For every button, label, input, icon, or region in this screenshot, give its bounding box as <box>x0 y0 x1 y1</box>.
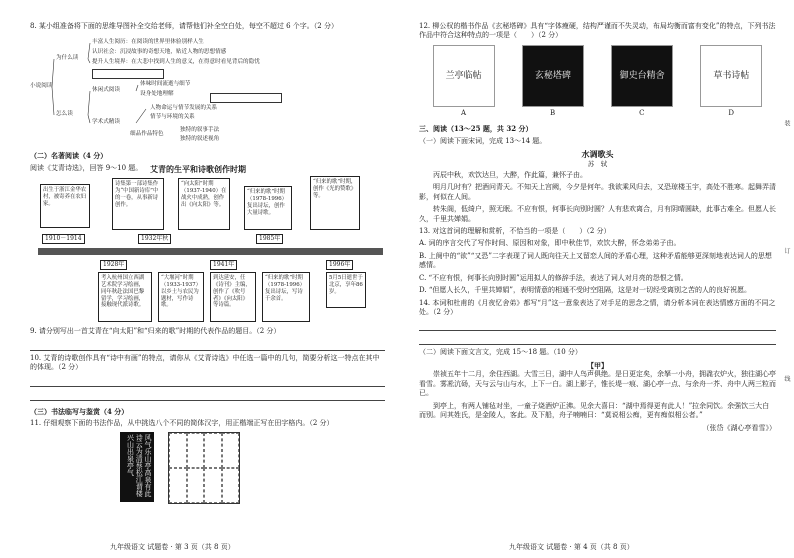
passage-source: （张岱《湖心亭看雪》） <box>702 423 776 432</box>
reading-section-heading: 三、阅读（13～25 题，共 32 分） <box>419 124 533 134</box>
classical-passage-1: 崇祯五年十二月，余住西湖。大雪三日，湖中人鸟声俱绝。是日更定矣，余拏一小舟，拥毳衣炉火，独往湖心亭看雪。雾凇沆砀，天与云与山与水，上下一白。湖上影子，惟长堤一痕、湖心亭一点、与余舟一芥、舟中人两三粒而已。 <box>419 370 776 398</box>
mindmap-academic-item-2: 情节与环境的关系 <box>150 114 195 121</box>
section-3-heading: （三）书法临写与鉴赏（4 分） <box>30 406 129 416</box>
timeline-bottom-box-1: 考入杭州国立西湖艺术院学习绘画，同年秋赴法国巴黎留学，学习绘画，接触现代派诗歌。 <box>98 272 152 322</box>
mindmap-academic-reading: 学术式精读 <box>92 119 120 126</box>
timeline-top-box-5: “归来的歌”时期，创作《光的赞歌》等。 <box>310 176 360 230</box>
calligraphy-sample: 风气乐山亭高泉有此诗云为清蔡松江谓楼兴山出泉亭气 <box>120 432 154 502</box>
answer-line-14b[interactable] <box>419 334 776 345</box>
question-11: 11. 仔细观察下面的书法作品，从中挑选八个不同的简体汉字，用正楷端正写在田字格内。（2 分） <box>30 419 334 428</box>
timeline-year-bottom-1: 1928年 <box>100 260 127 270</box>
poem-stanza-2: 转朱阁，低绮户，照无眠。不应有恨，何事长向别时圆？人有悲欢离合，月有阴晴圆缺，此事古难全。但愿人长久，千里共婵娟。 <box>419 205 776 223</box>
mindmap-branch-why: 为什么读 <box>56 55 79 62</box>
timeline-year-top-2: 1932年秋 <box>138 234 171 244</box>
mindmap-connectors <box>30 35 230 145</box>
mindmap-leisure-item-2: 设身处地理解 <box>140 91 174 98</box>
mindmap-features: 细品作品特色 <box>130 131 164 138</box>
label-d: D <box>728 108 734 117</box>
option-c-image[interactable]: 御史台精舍 <box>611 45 673 107</box>
question-10: 10. 艾青的诗歌创作具有“诗中有画”的特点，请你从《艾青诗选》中任选一篇中的几句，简要分析这一特点在其中的体现。（2 分） <box>30 353 380 372</box>
timeline-top-box-2: 诗集第一部诗集作为“中国新诗库”中的一卷，从事新诗创作。 <box>112 178 164 230</box>
section-2-heading: （二）名著阅读（4 分） <box>30 151 108 161</box>
question-13: 13. 对这首词的理解和赏析，不恰当的一项是（ ）（2 分） <box>419 226 611 235</box>
calligraphy-area <box>120 432 385 504</box>
classical-passage-2: 到亭上，有两人铺毡对坐，一童子烧酒炉正沸。见余大喜曰：“湖中焉得更有此人！”拉余同饮。余强饮三大白而别。问其姓氏，是金陵人，客此。及下船，舟子喃喃曰：“莫说相公痴，更有痴似相公者。” <box>419 401 770 420</box>
calligraphy-options <box>419 45 776 107</box>
poem-title: 水调歌头 <box>581 149 614 160</box>
timeline-top-box-4: “归来的歌”时期（1978-1996）复出诗坛，创作大量诗歌。 <box>244 186 292 230</box>
q13-option-c[interactable]: C. “不应有恨，何事长向别时圆”运用拟人的修辞手法，表达了词人对月亮的怨恨之情。 <box>419 273 688 282</box>
mindmap-academic-item-4: 独特的叙述视角 <box>180 136 220 143</box>
timeline-top-box-1: 出生于浙江金华农村，被寄养在农妇家。 <box>40 184 90 228</box>
option-a-image[interactable]: 兰亭临帖 <box>433 45 495 107</box>
mind-map <box>30 35 385 145</box>
timeline-year-bottom-2: 1941年 <box>210 260 237 270</box>
mindmap-academic-item-3: 独特的叙事手法 <box>180 127 220 134</box>
q13-option-a[interactable]: A. 词的序言交代了写作时间、原因和对象，即中秋佳节，欢饮大醉，怀念弟弟子由。 <box>419 239 681 248</box>
passage-jia-label: 【甲】 <box>587 360 608 370</box>
mindmap-why-item-2: 认识社会：沉浸故事的奇想天地，贴近人物的思想情感 <box>92 49 227 56</box>
timeline-top-box-3: “向太阳”时期（1937-1940）在战火中成熟，创作出《向太阳》等。 <box>178 178 230 230</box>
mindmap-leisure-item-1: 体味时间流逝与细节 <box>140 81 191 88</box>
option-b-image[interactable]: 玄秘塔碑 <box>522 45 584 107</box>
footer-page-4: 九年级语文 试题卷 · 第 4 页（共 8 页） <box>509 542 634 551</box>
poem-author: 苏 轼 <box>587 159 608 168</box>
label-a: A <box>460 108 467 117</box>
footer-page-3: 九年级语文 试题卷 · 第 3 页（共 8 页） <box>110 542 235 551</box>
option-d-image[interactable]: 草书诗帖 <box>700 45 762 107</box>
answer-line-10b[interactable] <box>30 390 385 401</box>
tianzi-grid[interactable] <box>168 432 240 504</box>
section-2-intro: 阅读《艾青诗选》，回答 9～10 题。 <box>30 163 143 172</box>
timeline-year-top-3: 1985年 <box>256 234 283 244</box>
right-page <box>397 0 794 558</box>
mindmap-root: 小说阅读 <box>30 83 53 90</box>
timeline-bar <box>38 248 383 255</box>
answer-line-14a[interactable] <box>419 320 776 331</box>
mindmap-branch-how: 怎么读 <box>56 111 73 118</box>
mindmap-why-item-3: 提升人生境界：在大悲中找到人生的意义，在得意时看见背后的隐忧 <box>92 59 260 66</box>
answer-line-9[interactable] <box>30 340 385 351</box>
q13-option-b[interactable]: B. 上阕中的“欲”“又恐”二字表现了词人既向往天上又留恋人间的矛盾心理，这种矛盾能够更深刻地表达词人的思想感情。 <box>419 251 772 270</box>
timeline-year-top-1: 1910－1914 <box>42 234 85 244</box>
timeline-bottom-box-5: 5月5日逝世于北京，享年86岁。 <box>326 272 366 308</box>
sub-section-1: （一）阅读下面宋词，完成 13～14 题。 <box>419 136 547 145</box>
poem-preface: 丙辰中秋，欢饮达旦，大醉，作此篇，兼怀子由。 <box>433 170 587 179</box>
label-b: B <box>549 108 556 117</box>
question-12: 12. 柳公权的楷书作品《玄秘塔碑》具有“字体瘦硬，结构严谨而不失灵动，布局均衡而富有变化”的特点，下列书法作品中符合这种特点的一项是（ ）（2 分） <box>419 22 776 40</box>
mindmap-academic-item-1: 人物命运与情节发展的关系 <box>150 105 218 112</box>
question-14: 14. 本词和杜甫的《月夜忆舍弟》都写“月”这一意象表达了对手足的思念之情，请分析本词在表达情感方面的不同之处。（2 分） <box>419 298 776 316</box>
option-labels <box>419 109 776 118</box>
question-9: 9. 请分别写出一首艾青在“向太阳”和“归来的歌”时期的代表作品的题目。（2 分） <box>30 327 281 336</box>
timeline-bottom-box-2: “大堰河”时期（1933-1937）以乡土与农民为题材，写作诗歌。 <box>158 272 204 322</box>
poem-stanza-1: 明月几时有？把酒问青天。不知天上宫阙，今夕是何年。我欲乘风归去，又恐琼楼玉宇，高处不胜寒。起舞弄清影，何似在人间。 <box>419 183 776 201</box>
timeline-bottom-box-4: “归来的歌”时期（1978-1996）复出诗坛，写诗千余首。 <box>262 272 310 322</box>
timeline-title: 艾青的生平和诗歌创作时期 <box>150 164 246 175</box>
question-8: 8. 某小组准备将下面的思维导图补全交给老师，请帮他们补全空白处，每空不超过 6 个字。（2 分） <box>30 22 338 30</box>
mindmap-leisure-reading: 休闲式阅读 <box>92 87 120 94</box>
binding-line-marker: 装 订 线 <box>783 120 790 442</box>
q13-option-d[interactable]: D. “但愿人长久，千里共婵娟”，表明情意的相通不受时空阻隔，这是对一切经受离别之苦的人的良好祝愿。 <box>419 286 751 295</box>
sub-section-2: （二）阅读下面文言文，完成 15～18 题。（10 分） <box>419 348 582 357</box>
timeline-bottom-box-3: 到达延安，任《诗刊》主编，创作了《吹号者》《向太阳》等诗篇。 <box>210 272 256 322</box>
mindmap-why-item-1: 丰富人生阅历：在阅读的世界里体验别样人生 <box>92 39 204 46</box>
timeline-year-bottom-3: 1996年 <box>326 260 353 270</box>
label-c: C <box>639 108 645 117</box>
answer-line-10a[interactable] <box>30 376 385 387</box>
